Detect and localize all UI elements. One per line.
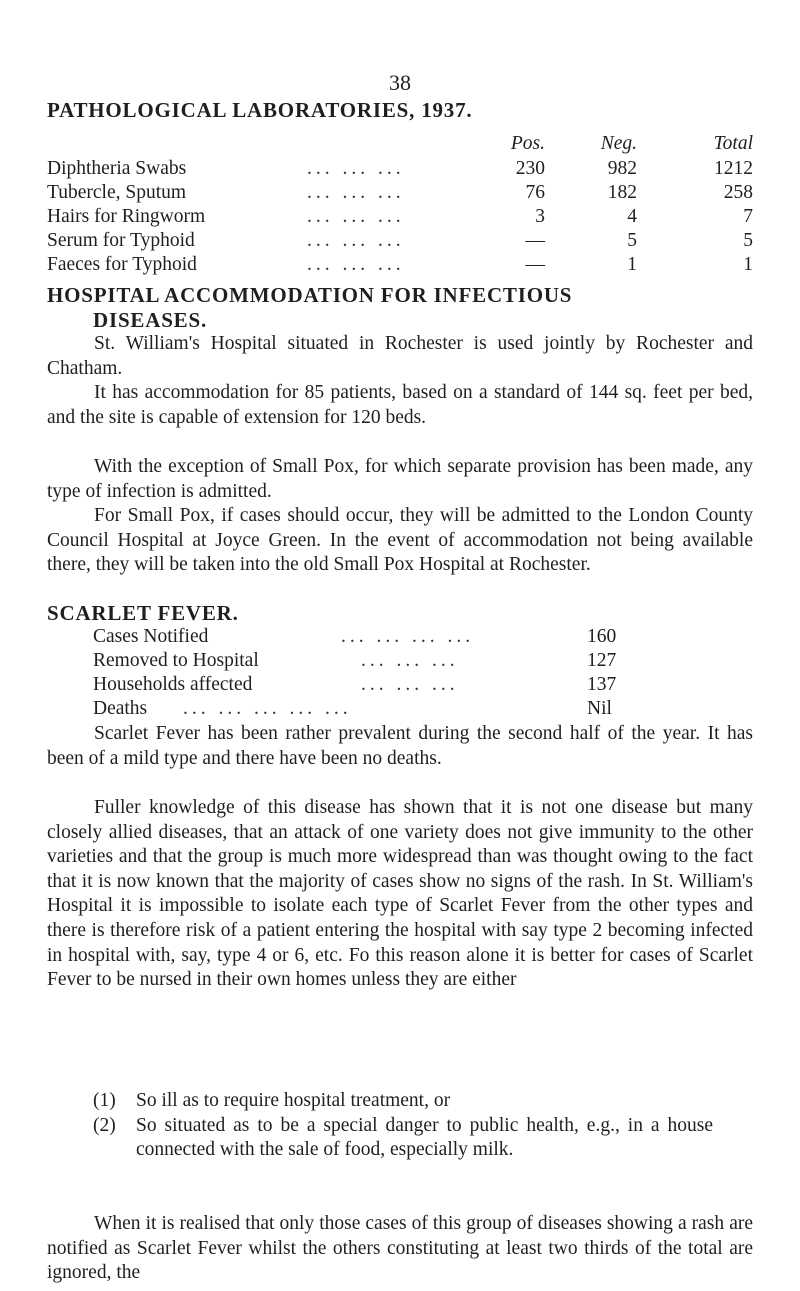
hospital-title-line1: HOSPITAL ACCOMMODATION FOR INFECTIOUS bbox=[47, 283, 573, 307]
list-item-number: (2) bbox=[93, 1114, 116, 1136]
scarlet-paragraph: When it is realised that only those cases of this group of diseases showing a rash are notified as Scarlet Fever whilst the others constituting at least two thirds of the total are ignored, the bbox=[47, 1213, 753, 1284]
cell-total: 1 bbox=[743, 254, 753, 275]
hospital-paragraph: For Small Pox, if cases should occur, they will be admitted to the London County Council Hospital at Joyce Green. In the event of accommodation not being available there, they will be taken into the old Small Pox Hospital at Rochester. bbox=[47, 505, 753, 576]
col-total-header: Total bbox=[713, 133, 753, 154]
scarlet-paragraph: Fuller knowledge of this disease has shown that it is not one disease but many closely allied diseases, that an attack of one variety does not give immunity to the other varieties and that the group is much more widespread than was thought owing to the fact that it is now known that the majority of cases show no signs of the rash. In St. William's Hospital it is impossible to isolate each type of Scarlet Fever from the other types and there is therefore risk of a patient entering the hospital with say type 2 becoming infected in hospital with, say, type 4 or 6, etc. Fo this reason alone it is better for cases of Scarlet Fever to be nursed in their own homes unless they are either bbox=[47, 797, 753, 991]
cell-total: 7 bbox=[743, 206, 753, 227]
hospital-paragraph: St. William's Hospital situated in Rochester is used jointly by Rochester and Chatham. bbox=[47, 333, 753, 379]
row-label: Faeces for Typhoid bbox=[47, 254, 197, 275]
list-item-text: So situated as to be a special danger to public health, e.g., in a house connected with the sale of food, especially milk. bbox=[136, 1114, 713, 1161]
scarlet-fever-title: SCARLET FEVER. bbox=[47, 601, 239, 625]
dot-leader: ... ... ... ... bbox=[341, 626, 475, 647]
row-label: Tubercle, Sputum bbox=[47, 182, 187, 203]
table-row bbox=[47, 230, 767, 254]
list-item bbox=[93, 1089, 713, 1114]
row-label: Hairs for Ringworm bbox=[47, 206, 206, 227]
stat-value: 127 bbox=[587, 650, 617, 671]
cell-neg: 4 bbox=[627, 206, 637, 227]
dot-leader: ... ... ... bbox=[361, 650, 459, 671]
cell-total: 258 bbox=[723, 182, 753, 203]
lab-title: PATHOLOGICAL LABORATORIES, 1937. bbox=[47, 98, 473, 122]
stat-row bbox=[93, 674, 653, 698]
stat-value: 160 bbox=[587, 626, 617, 647]
conditions-list bbox=[93, 1089, 713, 1163]
page-number: 38 bbox=[389, 70, 411, 95]
stat-row bbox=[93, 626, 653, 650]
row-label: Serum for Typhoid bbox=[47, 230, 195, 251]
cell-total: 1212 bbox=[714, 158, 753, 179]
dot-leader: ... ... ... bbox=[307, 158, 405, 179]
stat-label: Households affected bbox=[93, 674, 253, 695]
cell-pos: — bbox=[525, 230, 545, 251]
table-row bbox=[47, 206, 767, 230]
hospital-paragraph: It has accommodation for 85 patients, based on a standard of 144 sq. feet per bed, and the site is capable of extension for 120 beds. bbox=[47, 382, 753, 428]
cell-neg: 982 bbox=[607, 158, 637, 179]
cell-neg: 1 bbox=[627, 254, 637, 275]
dot-leader: ... ... ... bbox=[307, 230, 405, 251]
cell-neg: 182 bbox=[607, 182, 637, 203]
dot-leader: ... ... ... ... ... bbox=[183, 698, 352, 719]
row-label: Diphtheria Swabs bbox=[47, 158, 187, 179]
stat-label: Removed to Hospital bbox=[93, 650, 259, 671]
dot-leader: ... ... ... bbox=[307, 254, 405, 275]
stat-row bbox=[93, 698, 653, 722]
cell-pos: 230 bbox=[515, 158, 545, 179]
dot-leader: ... ... ... bbox=[361, 674, 459, 695]
col-neg-header: Neg. bbox=[600, 133, 637, 154]
stat-value: 137 bbox=[587, 674, 617, 695]
stat-value: Nil bbox=[587, 698, 612, 719]
stat-row bbox=[93, 650, 653, 674]
lab-table-header bbox=[47, 133, 767, 157]
hospital-title-line2: DISEASES. bbox=[93, 308, 208, 332]
cell-pos: 3 bbox=[535, 206, 545, 227]
table-row bbox=[47, 254, 767, 278]
cell-pos: 76 bbox=[525, 182, 545, 203]
stat-label: Cases Notified bbox=[93, 626, 209, 647]
table-row bbox=[47, 182, 767, 206]
hospital-paragraph: With the exception of Small Pox, for which separate provision has been made, any type of infection is admitted. bbox=[47, 456, 753, 502]
list-item-number: (1) bbox=[93, 1090, 116, 1111]
cell-pos: — bbox=[525, 254, 545, 275]
dot-leader: ... ... ... bbox=[307, 182, 405, 203]
cell-neg: 5 bbox=[627, 230, 637, 251]
cell-total: 5 bbox=[743, 230, 753, 251]
dot-leader: ... ... ... bbox=[307, 206, 405, 227]
list-item-text: So ill as to require hospital treatment, or bbox=[136, 1090, 451, 1111]
col-pos-header: Pos. bbox=[510, 133, 545, 154]
list-item bbox=[93, 1114, 713, 1163]
stat-label: Deaths bbox=[93, 698, 148, 719]
scarlet-paragraph: Scarlet Fever has been rather prevalent during the second half of the year. It has been of a mild type and there have been no deaths. bbox=[47, 723, 753, 769]
table-row bbox=[47, 158, 767, 182]
